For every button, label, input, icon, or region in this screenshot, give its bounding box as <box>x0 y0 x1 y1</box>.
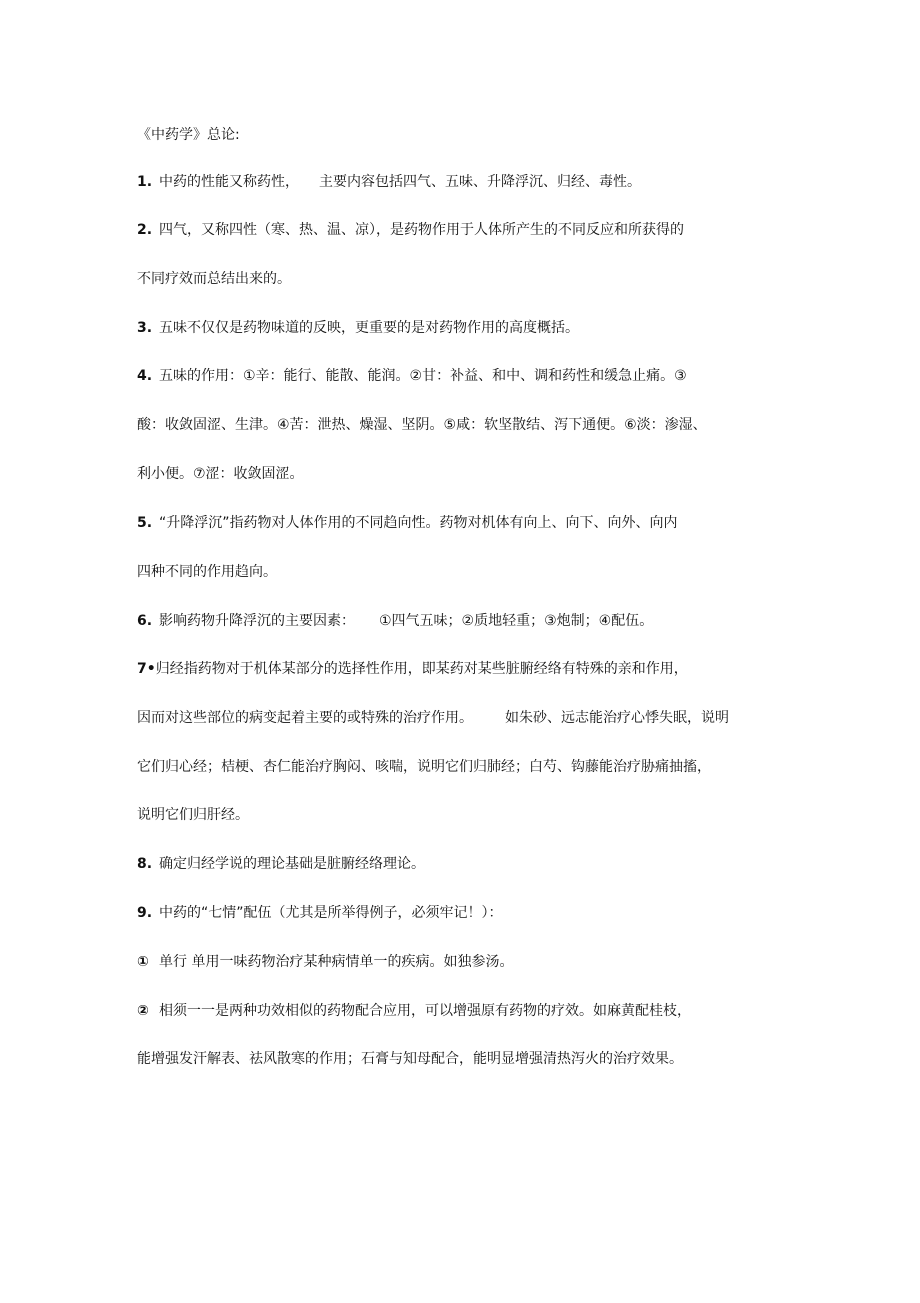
item-1 <box>137 173 641 191</box>
item-number: 7• <box>137 661 156 677</box>
item-7-continuation-1 <box>137 709 729 727</box>
item-text: 利小便。⑦涩：收敛固涩。 <box>137 466 304 482</box>
item-text: 中药的“七情”配伍（尤其是所举得例子，必须牢记！）： <box>159 905 503 921</box>
item-text: 五味的作用：①辛：能行、能散、能润。②甘：补益、和中、调和药性和缓急止痛。③ <box>159 368 687 384</box>
item-7 <box>137 660 688 678</box>
item-5 <box>137 514 678 532</box>
subitem-1 <box>137 953 513 971</box>
item-text: 单行 单用一味药物治疗某种病情单一的疾病。如独参汤。 <box>159 954 514 970</box>
item-text: 四气，又称四性（寒、热、温、凉），是药物作用于人体所产生的不同反应和所获得的 <box>159 222 684 238</box>
item-3 <box>137 319 579 337</box>
item-6 <box>137 612 653 630</box>
item-text: 五味不仅仅是药物味道的反映，更重要的是对药物作用的高度概括。 <box>159 320 579 336</box>
item-text: 说明它们归肝经。 <box>137 807 249 823</box>
item-number: 8. <box>137 856 153 872</box>
item-2-continuation <box>137 270 291 288</box>
item-text: ①四气五味；②质地轻重；③炮制；④配伍。 <box>379 613 654 629</box>
item-7-continuation-2 <box>137 758 711 776</box>
subitem-2-continuation <box>137 1050 683 1068</box>
item-text: 不同疗效而总结出来的。 <box>137 271 291 287</box>
item-text: 归经指药物对于机体某部分的选择性作用，即某药对某些脏腑经络有特殊的亲和作用， <box>155 661 688 677</box>
subitem-2 <box>137 1002 691 1020</box>
item-number: 6. <box>137 613 153 629</box>
item-text: 中药的性能又称药性， <box>159 174 299 190</box>
item-number: 4. <box>137 368 153 384</box>
item-5-continuation <box>137 563 277 581</box>
item-text: 确定归经学说的理论基础是脏腑经络理论。 <box>159 856 425 872</box>
item-text: 酸：收敛固涩、生津。④苦：泄热、燥湿、坚阴。⑤咸：软坚散结、泻下通便。⑥淡：渗湿、 <box>137 417 707 433</box>
item-number: 3. <box>137 320 153 336</box>
item-4-continuation-1 <box>137 416 707 434</box>
item-number: 9. <box>137 905 153 921</box>
item-text: 能增强发汗解表、祛风散寒的作用；石膏与知母配合，能明显增强清热泻火的治疗效果。 <box>137 1051 683 1067</box>
item-text: 相须一一是两种功效相似的药物配合应用，可以增强原有药物的疗效。如麻黄配桂枝， <box>159 1003 691 1019</box>
subitem-marker: ② <box>137 1003 149 1019</box>
item-number: 1. <box>137 174 153 190</box>
item-text: 主要内容包括四气、五味、升降浮沉、归经、毒性。 <box>319 174 641 190</box>
item-4-continuation-2 <box>137 465 304 483</box>
item-7-continuation-3 <box>137 806 249 824</box>
item-text: 如朱砂、远志能治疗心悸失眠，说明 <box>505 710 729 726</box>
document-title: 《中药学》总论: <box>137 127 240 143</box>
item-number: 5. <box>137 515 153 531</box>
item-text: 四种不同的作用趋向。 <box>137 564 277 580</box>
item-4 <box>137 367 687 385</box>
item-text: “升降浮沉”指药物对人体作用的不同趋向性。药物对机体有向上、向下、向外、向内 <box>159 515 678 531</box>
item-9 <box>137 904 503 922</box>
item-text: 影响药物升降浮沉的主要因素： <box>159 613 355 629</box>
item-number: 2. <box>137 222 153 238</box>
item-text: 它们归心经；桔梗、杏仁能治疗胸闷、咳喘，说明它们归肺经；白芍、钩藤能治疗胁痛抽搐， <box>137 759 711 775</box>
item-text: 因而对这些部位的病变起着主要的或特殊的治疗作用。 <box>137 710 473 726</box>
item-2 <box>137 221 684 239</box>
item-8 <box>137 855 425 873</box>
subitem-marker: ① <box>137 954 149 970</box>
